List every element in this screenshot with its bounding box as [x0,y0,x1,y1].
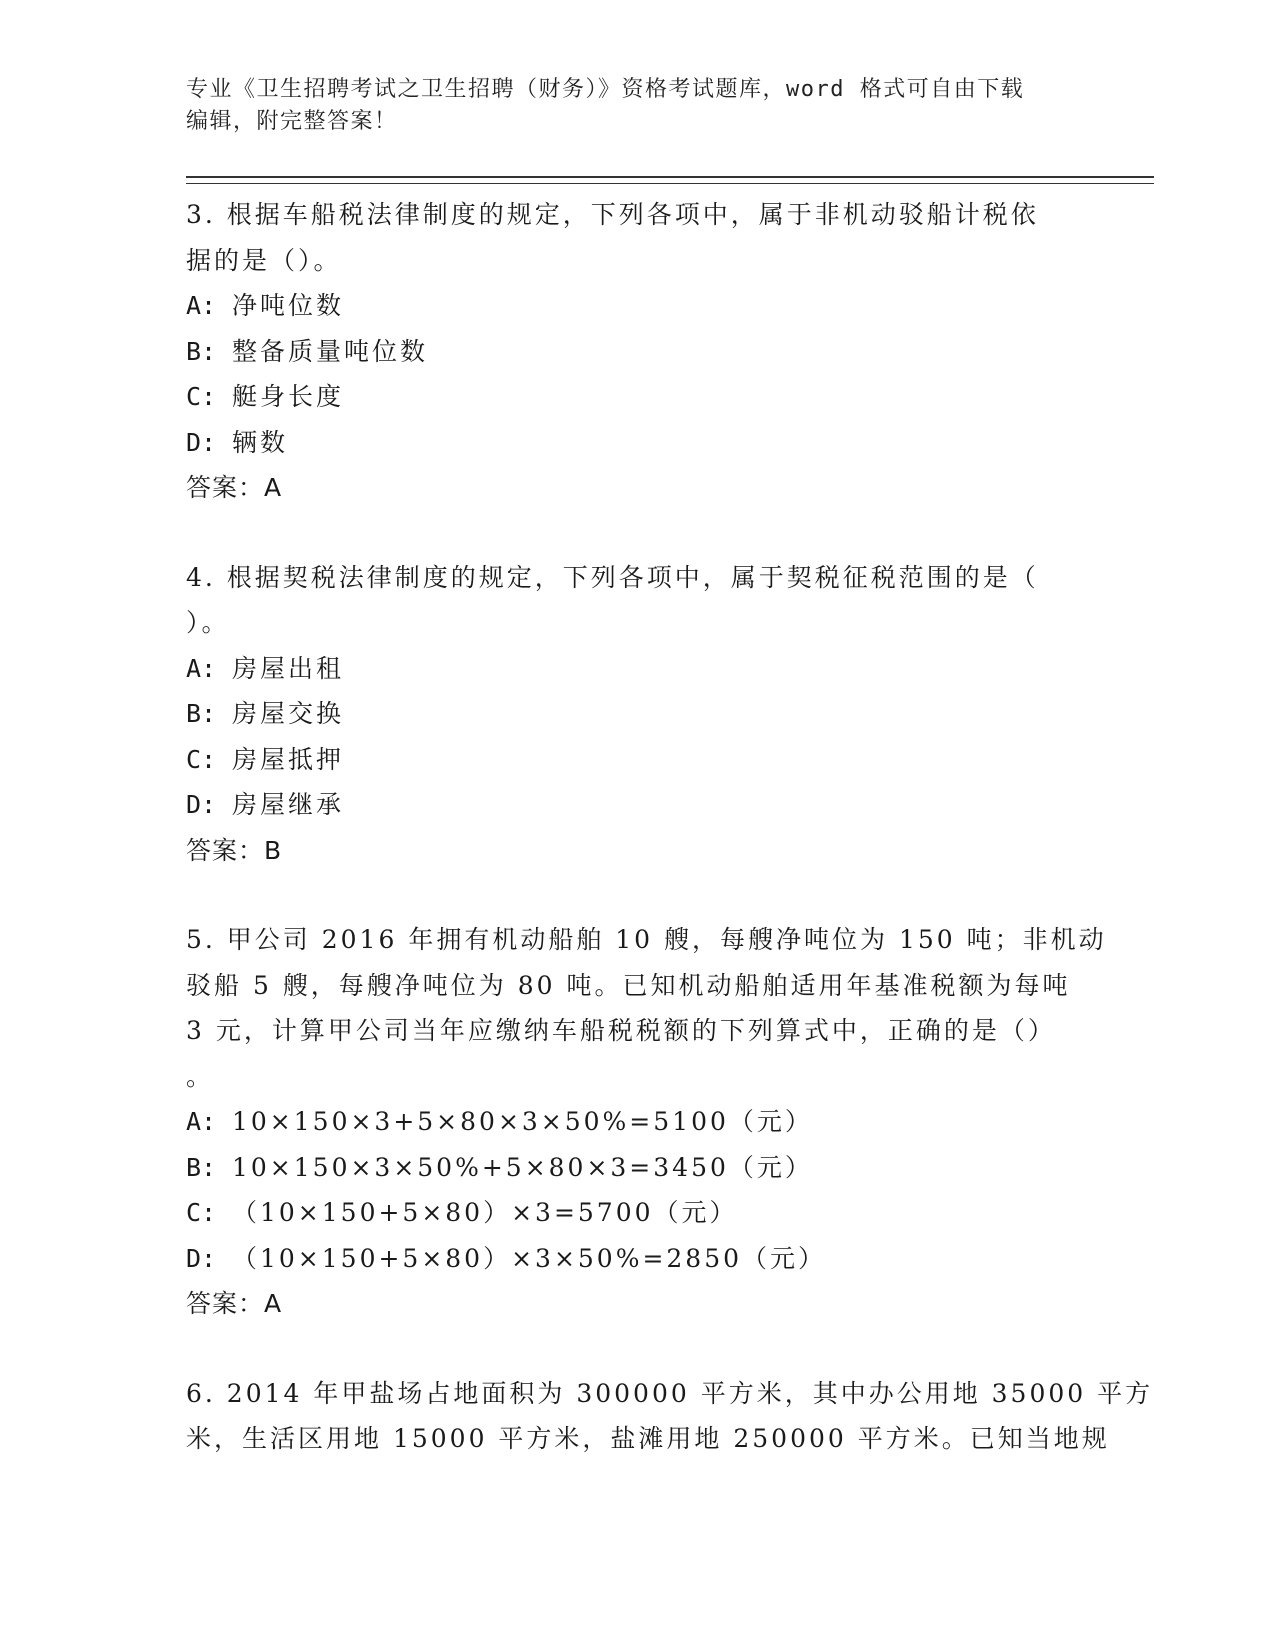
option-b [186,329,1086,375]
option-text: 10×150×3+5×80×3×50%=5100（元） [232,1107,813,1136]
document-header [186,74,1086,138]
option-letter: A: [186,1107,217,1136]
question-list [186,192,1154,1506]
answer-line: 答案：B [186,835,283,865]
option-d [186,782,1086,828]
option-letter: A: [186,291,217,320]
option-letter: B: [186,699,217,728]
option-text: 房屋交换 [232,699,345,728]
option-text: 房屋继承 [232,790,345,819]
option-d [186,420,1086,466]
question-5 [186,917,1107,1327]
option-text: 净吨位数 [232,291,345,320]
option-text: 整备质量吨位数 [232,336,429,366]
answer-line: 答案：A [186,473,283,502]
question-text-line: 驳船 5 艘，每艘净吨位为 80 吨。已知机动船舶适用年基准税额为每吨 [186,970,1071,1000]
option-text: 房屋出租 [232,653,345,683]
option-letter: C: [186,382,217,411]
question-4 [186,555,1086,874]
option-letter: B: [186,1152,217,1182]
header-line-1: 专业《卫生招聘考试之卫生招聘（财务）》资格考试题库，word 格式可自由下载 [186,77,1025,102]
option-text: 房屋抵押 [232,744,345,774]
option-text: 艇身长度 [232,382,345,411]
option-letter: D: [186,790,217,819]
option-b [186,1145,1086,1191]
question-text-line: 5. 甲公司 2016 年拥有机动船舶 10 艘，每艘净吨位为 150 吨；非机动 [186,925,1107,954]
question-text-line: 据的是（）。 [186,245,342,275]
question-6 [186,1371,1154,1462]
option-letter: C: [186,1198,217,1227]
answer-line: 答案：A [186,1289,283,1318]
option-a [186,283,1086,329]
question-text-line: 。 [186,1061,215,1091]
option-text: 辆数 [232,427,289,457]
question-text-line: 3. 根据车船税法律制度的规定，下列各项中，属于非机动驳船计税依 [186,200,1039,229]
option-a [186,646,1086,692]
option-letter: A: [186,653,217,683]
option-text: （10×150+5×80）×3×50%=2850（元） [232,1243,827,1273]
option-d [186,1236,1086,1282]
option-c [186,1190,1086,1236]
header-line-2: 编辑，附完整答案！ [186,109,398,134]
question-text-line: 3 元，计算甲公司当年应缴纳车船税税额的下列算式中，正确的是（） [186,1016,1056,1045]
header-divider-thick [186,176,1154,178]
option-letter: C: [186,744,217,774]
option-text: 10×150×3×50%+5×80×3=3450（元） [232,1152,813,1182]
question-text-line: 米，生活区用地 15000 平方米，盐滩用地 250000 平方米。已知当地规 [186,1424,1110,1453]
question-3 [186,192,1086,511]
option-a [186,1099,1086,1145]
option-b [186,691,1086,737]
option-letter: D: [186,1243,217,1273]
option-text: （10×150+5×80）×3=5700（元） [232,1198,738,1227]
option-c [186,737,1086,783]
question-text-line: 4. 根据契税法律制度的规定，下列各项中，属于契税征税范围的是（ [186,562,1039,592]
header-divider-thin [186,183,1154,184]
option-letter: D: [186,427,217,457]
question-text-line: ）。 [186,608,230,637]
option-c [186,374,1086,420]
question-text-line: 6. 2014 年甲盐场占地面积为 300000 平方米，其中办公用地 35000 平方 [186,1378,1154,1408]
option-letter: B: [186,336,217,366]
